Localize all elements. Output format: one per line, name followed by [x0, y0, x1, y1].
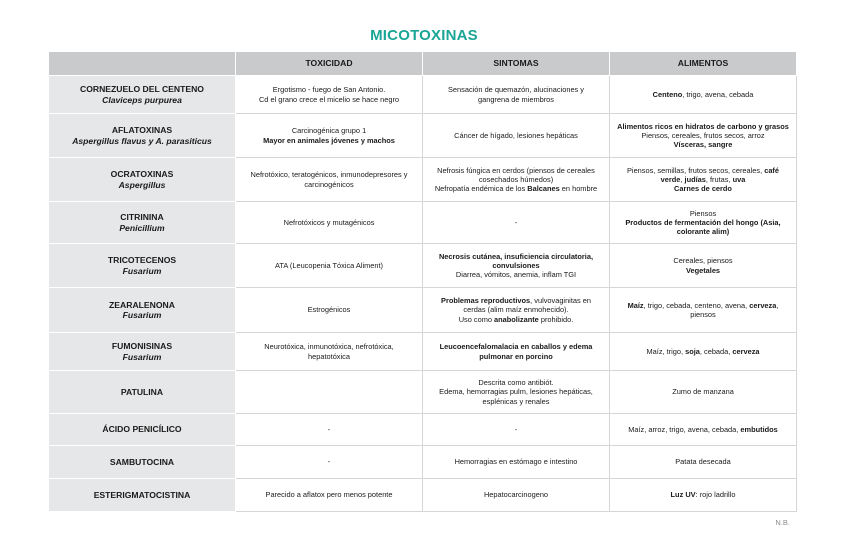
text-segment: Descrita como antibiót. [478, 378, 554, 388]
mycotoxin-name-cell [49, 479, 236, 512]
toxicidad-line [242, 261, 416, 270]
sintomas-cell [423, 371, 610, 414]
sintomas-cell [423, 446, 610, 479]
sintomas-cell [423, 479, 610, 512]
text-segment: Maíz, arroz, trigo, avena, cebada, [628, 424, 741, 434]
sintomas-cell [423, 333, 610, 371]
fungus-species: Fusarium [122, 310, 162, 320]
mycotoxin-name: PATULINA [120, 386, 164, 397]
sintomas-cell [423, 288, 610, 333]
table-row [49, 371, 797, 414]
text-segment: , vulvovaginitas en [530, 296, 591, 306]
text-segment: Centeno [652, 89, 683, 99]
text-segment: Mayor en animales jóvenes y machos [263, 135, 395, 145]
mycotoxin-name: ÁCIDO PENICÍLICO [102, 424, 182, 435]
text-segment: en hombre [559, 184, 598, 194]
toxicidad-cell [236, 288, 423, 333]
alimentos-line [616, 301, 790, 310]
fungus-species: Fusarium [122, 265, 162, 276]
mycotoxin-name-cell [49, 371, 236, 414]
text-segment: Nefropatía endémica de los [434, 184, 528, 194]
text-segment: cerveza [749, 300, 777, 310]
text-segment: , frutas, [705, 174, 733, 184]
sintomas-line [429, 315, 603, 324]
sintomas-line [429, 261, 603, 270]
toxicidad-line [242, 352, 416, 361]
fungus-species: Aspergillus flavus y A. parasiticus [72, 135, 212, 146]
text-segment: , trigo, avena, cebada [682, 89, 754, 99]
sintomas-cell [423, 414, 610, 446]
alimentos-cell [610, 76, 797, 114]
mycotoxin-name-cell [49, 202, 236, 244]
text-segment: prohibido. [538, 314, 574, 324]
text-segment: Zumo de manzana [672, 387, 734, 397]
alimentos-line [616, 266, 790, 275]
text-segment: carcinogénicos [304, 179, 354, 189]
text-segment: : rojo ladrillo [695, 490, 736, 500]
text-segment: Piensos, cereales, frutos secos, arroz [641, 130, 765, 140]
text-segment: Ergotismo - fuego de San Antonio. [272, 85, 386, 95]
text-segment: Parecido a aflatox pero menos potente [265, 490, 393, 500]
alimentos-line [616, 184, 790, 193]
table-header-row [49, 52, 797, 76]
alimentos-line [616, 140, 790, 149]
text-segment: uva [732, 174, 746, 184]
alimentos-cell [610, 202, 797, 244]
sintomas-line [429, 490, 603, 499]
alimentos-cell [610, 371, 797, 414]
footer-initials: N.B. [775, 518, 790, 527]
alimentos-line [616, 209, 790, 218]
alimentos-cell [610, 333, 797, 371]
text-segment: , trigo, cebada, centeno, avena, [643, 300, 750, 310]
text-segment: - [327, 457, 331, 467]
text-segment: Carnes de cerdo [674, 184, 732, 194]
sintomas-line [429, 175, 603, 184]
sintomas-line [429, 252, 603, 261]
alimentos-cell [610, 114, 797, 158]
table-row [49, 76, 797, 114]
page-title: MICOTOXINAS [370, 27, 478, 44]
text-segment: Cereales, piensos [673, 256, 733, 266]
toxicidad-line [242, 342, 416, 351]
sintomas-cell [423, 158, 610, 202]
alimentos-line [616, 310, 790, 319]
text-segment: embutidos [740, 424, 778, 434]
toxicidad-cell [236, 202, 423, 244]
alimentos-line [616, 218, 790, 227]
text-segment: anabolizante [494, 314, 539, 324]
alimentos-cell [610, 479, 797, 512]
sintomas-line [429, 131, 603, 140]
text-segment: pulmonar en porcino [479, 351, 553, 361]
text-segment: cerdas (alim maíz enmohecido). [463, 305, 569, 315]
text-segment: Hemorragias en estómago e intestino [454, 457, 578, 467]
text-segment: piensos [690, 310, 716, 319]
table-row [49, 333, 797, 371]
text-segment: Balcanes [527, 184, 560, 194]
text-segment: Maíz [627, 300, 644, 310]
mycotoxin-name: CITRININA [120, 212, 164, 223]
toxicidad-cell [236, 244, 423, 288]
text-segment: colorante alim) [676, 227, 730, 237]
fungus-species: Penicillium [119, 222, 165, 233]
sintomas-line [429, 425, 603, 434]
toxicidad-line [242, 95, 416, 104]
sintomas-line [429, 95, 603, 104]
header-toxicidad: TOXICIDAD [236, 52, 423, 76]
toxicidad-line [242, 126, 416, 135]
toxicidad-line [242, 170, 416, 179]
alimentos-cell [610, 446, 797, 479]
text-segment: Nefrotóxico, teratogénicos, inmunodepresores y [250, 170, 408, 180]
alimentos-line [616, 175, 790, 184]
text-segment: Leucoencefalomalacia en caballos y edema [439, 342, 593, 352]
text-segment: Estrogénicos [307, 305, 351, 315]
mycotoxin-name-cell [49, 114, 236, 158]
alimentos-line [616, 387, 790, 396]
sintomas-cell [423, 76, 610, 114]
sintomas-line [429, 378, 603, 387]
text-segment: Hepatocarcinogeno [483, 490, 549, 500]
alimentos-cell [610, 158, 797, 202]
text-segment: hepatotóxica [308, 351, 350, 361]
alimentos-line [616, 227, 790, 236]
toxicidad-cell [236, 333, 423, 371]
text-segment: , cebada, [699, 346, 733, 356]
text-segment: Neurotóxica, inmunotóxica, nefrotóxica, [264, 342, 394, 352]
toxicidad-cell [236, 414, 423, 446]
table-row [49, 414, 797, 446]
text-segment: - [514, 217, 518, 227]
mycotoxin-name: AFLATOXINAS [111, 125, 173, 136]
table-row [49, 244, 797, 288]
mycotoxin-name: TRICOTECENOS [107, 255, 177, 266]
table-row [49, 202, 797, 244]
mycotoxin-name-cell [49, 414, 236, 446]
toxicidad-cell [236, 371, 423, 414]
fungus-species: Aspergillus [118, 179, 166, 190]
mycotoxin-name-cell [49, 158, 236, 202]
toxicidad-cell [236, 479, 423, 512]
text-segment: Maíz, trigo, [646, 346, 686, 356]
toxicidad-line [242, 136, 416, 145]
mycotoxin-table [48, 51, 797, 512]
alimentos-cell [610, 414, 797, 446]
toxicidad-cell [236, 114, 423, 158]
header-alimentos: ALIMENTOS [610, 52, 797, 76]
sintomas-line [429, 387, 603, 396]
text-segment: Sensación de quemazón, alucinaciones y [448, 85, 584, 95]
text-segment: , [680, 174, 685, 184]
toxicidad-cell [236, 158, 423, 202]
mycotoxin-name: ESTERIGMATOCISTINA [93, 489, 191, 500]
text-segment: café [764, 165, 779, 175]
text-segment: Diarrea, vómitos, anemia, inflam TGI [455, 270, 577, 280]
text-segment: Carcinogénica grupo 1 [291, 126, 367, 136]
text-segment: soja [685, 346, 700, 356]
toxicidad-line [242, 425, 416, 434]
text-segment: Piensos, semillas, frutos secos, cereales, [627, 165, 765, 175]
header-blank [49, 52, 236, 76]
text-segment: convulsiones [492, 260, 540, 270]
mycotoxin-name: SAMBUTOCINA [109, 456, 175, 467]
text-segment: cerveza [732, 346, 760, 356]
table-body [49, 76, 797, 512]
sintomas-line [429, 296, 603, 305]
text-segment: Productos de fermentación del hongo (Asia, [625, 217, 781, 227]
text-segment: Vegetales [685, 265, 721, 275]
text-segment: verde [660, 174, 681, 184]
sintomas-cell [423, 244, 610, 288]
text-segment: gangrena de miembros [477, 94, 554, 104]
text-segment: Vísceras, sangre [673, 140, 733, 150]
alimentos-line [616, 166, 790, 175]
text-segment: esplénicas y renales [482, 396, 550, 406]
text-segment: Edema, hemorragias pulm, lesiones hepáticas, [439, 387, 593, 397]
sintomas-cell [423, 114, 610, 158]
text-segment: Problemas reproductivos [441, 296, 531, 306]
toxicidad-cell [236, 446, 423, 479]
text-segment: Necrosis cutánea, insuficiencia circulatoria, [438, 251, 594, 261]
mycotoxin-name-cell [49, 446, 236, 479]
sintomas-line [429, 305, 603, 314]
toxicidad-line [242, 85, 416, 94]
text-segment: Uso como [458, 314, 495, 324]
mycotoxin-name-cell [49, 288, 236, 333]
text-segment: Nefrosis fúngica en cerdos (piensos de cereales [437, 165, 595, 175]
mycotoxin-name: FUMONISINAS [111, 341, 173, 352]
text-segment: - [327, 424, 331, 434]
sintomas-line [429, 457, 603, 466]
text-segment: Cáncer de hígado, lesiones hepáticas [454, 130, 578, 140]
fungus-species: Claviceps purpurea [102, 94, 182, 105]
sintomas-line [429, 270, 603, 279]
sintomas-line [429, 218, 603, 227]
sintomas-line [429, 352, 603, 361]
sintomas-line [429, 342, 603, 351]
alimentos-line [616, 490, 790, 499]
alimentos-line [616, 131, 790, 140]
table-row [49, 446, 797, 479]
text-segment: - [514, 424, 518, 434]
header-sintomas: SINTOMAS [423, 52, 610, 76]
sintomas-line [429, 85, 603, 94]
toxicidad-line [242, 218, 416, 227]
text-segment: , [776, 300, 779, 310]
mycotoxin-name-cell [49, 244, 236, 288]
alimentos-line [616, 122, 790, 131]
sintomas-line [429, 184, 603, 193]
mycotoxin-name: ZEARALENONA [109, 299, 175, 310]
sintomas-line [429, 397, 603, 406]
text-segment: ATA (Leucopenia Tóxica Aliment) [274, 260, 384, 270]
table-row [49, 288, 797, 333]
mycotoxin-name-cell [49, 76, 236, 114]
table-row [49, 479, 797, 512]
text-segment: cosechados húmedos) [478, 174, 554, 184]
toxicidad-line [242, 457, 416, 466]
text-segment: judías [684, 174, 706, 184]
mycotoxin-name: CORNEZUELO DEL CENTENO [80, 84, 204, 95]
alimentos-line [616, 425, 790, 434]
alimentos-line [616, 347, 790, 356]
alimentos-line [616, 90, 790, 99]
toxicidad-line [242, 305, 416, 314]
text-segment: Patata desecada [675, 457, 731, 467]
toxicidad-line [242, 490, 416, 499]
toxicidad-line [242, 180, 416, 189]
table-row [49, 114, 797, 158]
text-segment: Nefrotóxicos y mutagénicos [283, 217, 375, 227]
mycotoxin-name-cell [49, 333, 236, 371]
sintomas-line [429, 166, 603, 175]
text-segment: Cd el grano crece el micelio se hace negro [258, 94, 400, 104]
alimentos-line [616, 457, 790, 466]
toxicidad-cell [236, 76, 423, 114]
alimentos-cell [610, 288, 797, 333]
text-segment: Piensos [689, 208, 717, 218]
alimentos-line [616, 256, 790, 265]
sintomas-cell [423, 202, 610, 244]
alimentos-cell [610, 244, 797, 288]
text-segment: Luz UV [670, 490, 696, 500]
table-row [49, 158, 797, 202]
mycotoxin-name: OCRATOXINAS [110, 169, 174, 180]
fungus-species: Fusarium [122, 351, 162, 362]
text-segment: Alimentos ricos en hidratos de carbono y grasos [617, 121, 789, 131]
